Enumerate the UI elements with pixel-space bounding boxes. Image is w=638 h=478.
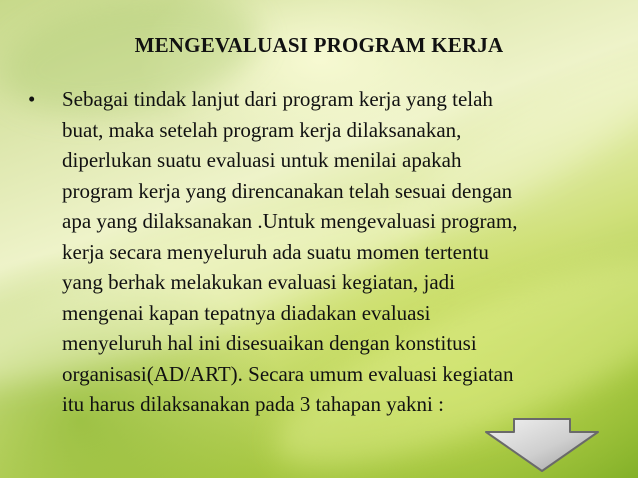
paragraph-line: program kerja yang direncanakan telah sesuai dengan	[62, 178, 513, 203]
paragraph-line: apa yang dilaksanakan .Untuk mengevaluasi program,	[62, 209, 518, 233]
down-arrow-shape	[486, 419, 598, 471]
paragraph-line: organisasi(AD/ART). Secara umum evaluasi kegiatan	[62, 361, 514, 386]
bullet-marker: •	[28, 87, 36, 111]
paragraph-line: yang berhak melakukan evaluasi kegiatan, jadi	[62, 270, 456, 294]
paragraph-line: kerja secara menyeluruh ada suatu momen tertentu	[62, 239, 489, 264]
bullet-paragraph	[62, 84, 517, 420]
slide-title: MENGEVALUASI PROGRAM KERJA	[134, 33, 504, 57]
paragraph-line: buat, maka setelah program kerja dilaksanakan,	[62, 117, 462, 142]
paragraph-line: itu harus dilaksanakan pada 3 tahapan yakni :	[62, 392, 444, 416]
paragraph-line: diperlukan suatu evaluasi untuk menilai apakah	[62, 148, 462, 172]
bullet-item	[28, 84, 614, 420]
paragraph-line: Sebagai tindak lanjut dari program kerja yang telah	[62, 87, 493, 111]
paragraph-line: mengenai kapan tepatnya diadakan evaluasi	[62, 300, 431, 325]
down-arrow-icon[interactable]	[484, 418, 600, 472]
paragraph-line: menyeluruh hal ini disesuaikan dengan konstitusi	[62, 331, 477, 355]
